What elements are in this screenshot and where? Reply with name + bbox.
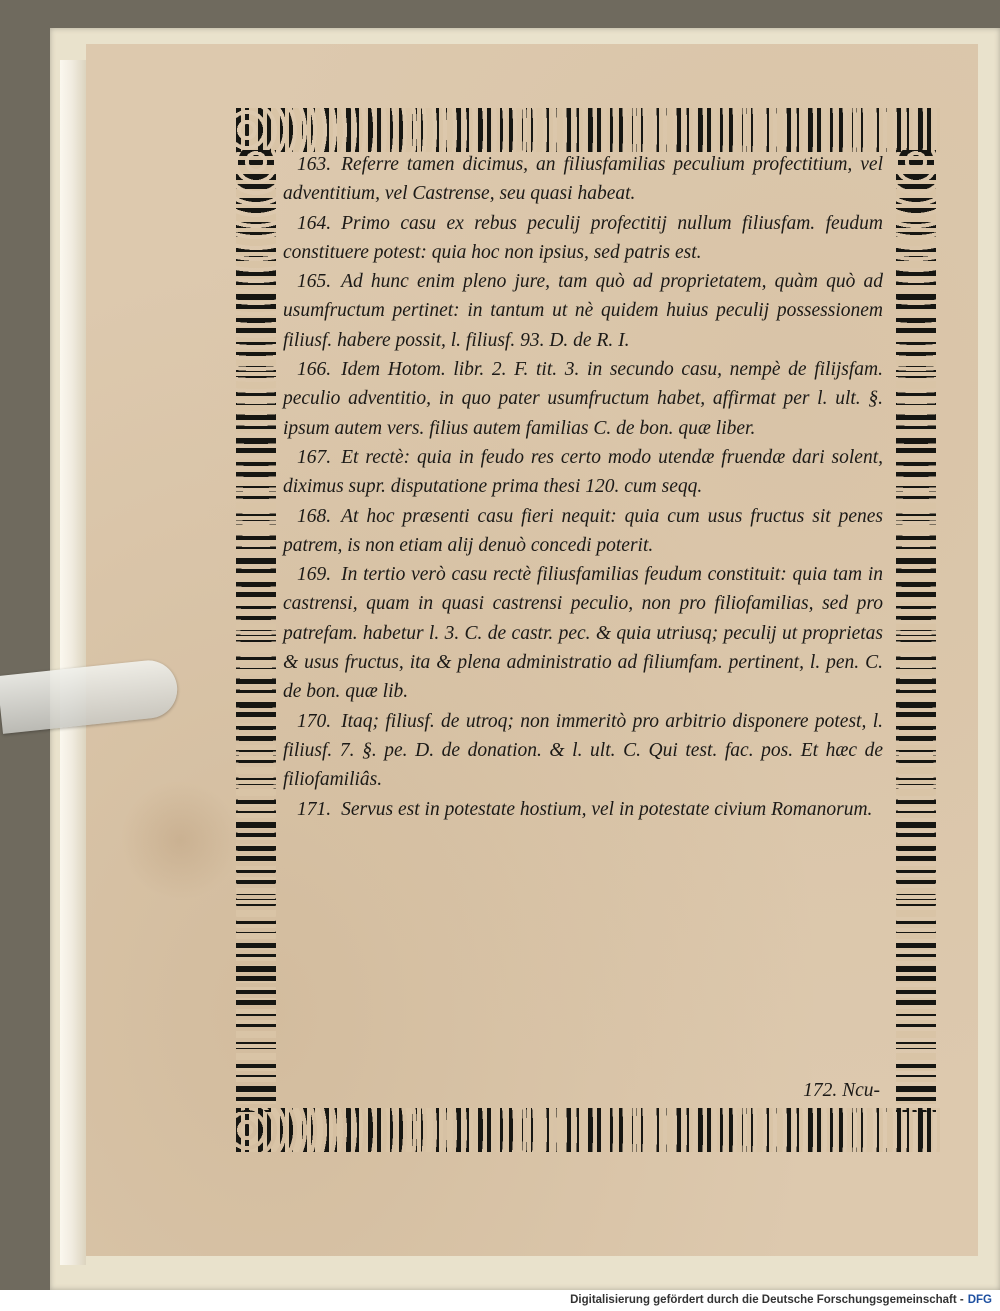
- paragraph-text: In tertio verò casu rectè filiusfamilias feudum constituit: quia tam in castrensi, quam in quasi castrensi peculio, non pro filiofamilias, sed pro patrefam. habetur l. 3. C. de castr. pec. & quia utriusq; peculij ut proprietas & usus fructus, ita & plena administratio ad filiumfam. pertinent, l. pen. C. de bon. quæ lib.: [283, 564, 883, 703]
- paragraph-165: [283, 267, 883, 355]
- paragraph-text: At hoc præsenti casu fieri nequit: quia cum usus fructus sit penes patrem, is non etiam alij denuò concedi poterit.: [283, 505, 883, 556]
- paragraph-number: 165.: [297, 271, 332, 293]
- paragraph-166: [283, 355, 883, 443]
- ornamental-border-right: [896, 150, 936, 1112]
- paragraph-text: Et rectè: quia in feudo res certo modo utendæ fruendæ dari solent, diximus supr. disputatione prima thesi 120. cum seqq.: [283, 446, 883, 498]
- paragraph-text: Ad hunc enim pleno jure, tam quò ad proprietatem, quàm quò ad usumfructum pertinet: in tantum ut nè quidem huius peculij possessionem filiusf. habere possit, l. filiusf. 93. D. de R. I.: [283, 271, 883, 351]
- catchword: 172. Ncu-: [803, 1080, 880, 1101]
- paragraph-number: 166.: [297, 359, 332, 381]
- paragraph-163: [283, 150, 883, 209]
- footer-text: Digitalisierung gefördert durch die Deutsche Forschungsgemeinschaft -: [570, 1294, 964, 1306]
- water-stain: [120, 780, 240, 900]
- page-text: [283, 150, 883, 824]
- paragraph-text: Servus est in potestate hostium, vel in potestate civium Romanorum.: [341, 798, 873, 820]
- paragraph-number: 171.: [297, 798, 332, 820]
- paragraph-text: Primo casu ex rebus peculij profectitij nullum filiusfam. feudum constituere potest: quia hoc non ipsius, sed patris est.: [283, 212, 883, 263]
- digitization-footer: [0, 1290, 1000, 1311]
- paragraph-168: [283, 502, 883, 561]
- paragraph-169: [283, 560, 883, 706]
- paragraph-text: Referre tamen dicimus, an filiusfamilias peculium profectitium, vel adventitium, vel Castrense, seu quasi habeat.: [283, 154, 883, 205]
- paragraph-number: 170.: [297, 710, 332, 732]
- paragraph-164: [283, 209, 883, 268]
- paragraph-number: 169.: [297, 564, 332, 586]
- paragraph-text: Itaq; filiusf. de utroq; non immeritò pro arbitrio disponere potest, l. filiusf. 7. §. pe. D. de donation. & l. ult. C. Qui test. fac. pos. Et hæc de filiofamiliâs.: [283, 710, 883, 791]
- ornamental-border-bottom: [236, 1108, 940, 1152]
- paragraph-171: [283, 795, 883, 824]
- ornamental-border-top: [236, 108, 940, 152]
- paragraph-167: [283, 443, 883, 502]
- book-spine: [60, 60, 86, 1265]
- paragraph-number: 164.: [297, 212, 332, 234]
- paragraph-number: 168.: [297, 505, 332, 527]
- paragraph-number: 163.: [297, 154, 332, 175]
- paragraph-text: Idem Hotom. libr. 2. F. tit. 3. in secundo casu, nempè de filijsfam. peculio adventitio, in quo pater usumfructum habet, affirmat per l. ult. §. ipsum autem vers. filius autem familias C. de bon. quæ liber.: [283, 359, 883, 439]
- ornamental-border-left: [236, 150, 276, 1112]
- paragraph-170: [283, 707, 883, 795]
- paragraph-number: 167.: [297, 446, 332, 468]
- dfg-logo: DFG: [967, 1294, 992, 1306]
